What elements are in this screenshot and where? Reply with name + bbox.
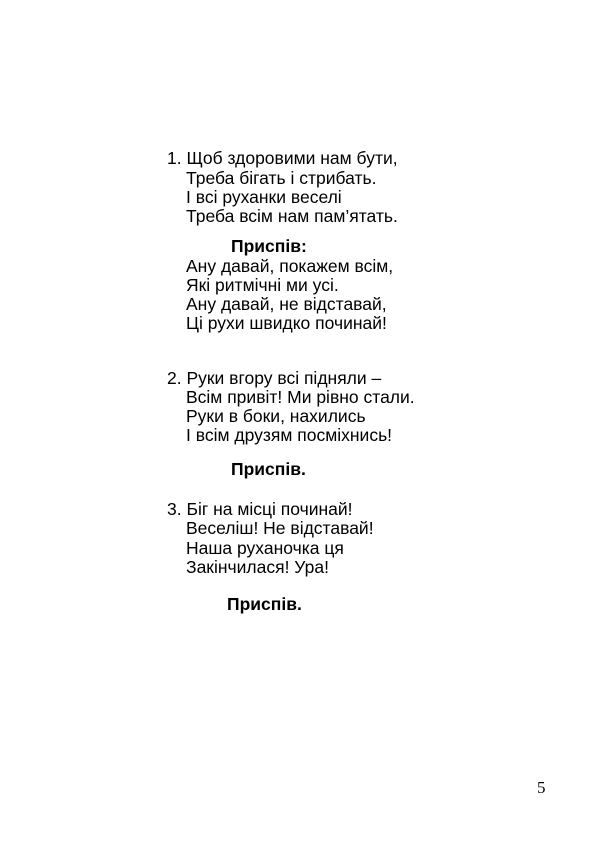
verse-3-chorus-ref: Приспів. (227, 594, 302, 614)
page-number: 5 (537, 778, 546, 797)
verse-3-line-3: Наша руханочка ця (186, 538, 344, 558)
chorus-line-3: Ану давай, не відставай, (186, 294, 387, 314)
verse-2-line-2: Всім привіт! Ми рівно стали. (186, 387, 415, 407)
verse-1-line-4: Треба всім нам пам’ятать. (186, 206, 398, 226)
chorus-line-1: Ану давай, покажем всім, (186, 256, 394, 276)
verse-3-line-2: Веселіш! Не відставай! (186, 518, 374, 538)
chorus-heading: Приспів: (231, 236, 307, 256)
verse-2-line-3: Руки в боки, нахились (186, 406, 366, 426)
verse-1-line-2: Треба бігать і стрибать. (186, 168, 377, 188)
verse-1-line-3: І всі руханки веселі (186, 187, 342, 207)
verse-3-line-1: 3. Біг на місці починай! (167, 499, 353, 519)
chorus-line-4: Ці рухи швидко починай! (186, 313, 387, 333)
verse-2-line-1: 2. Руки вгору всі підняли – (167, 368, 382, 388)
chorus-line-2: Які ритмічні ми усі. (186, 275, 339, 295)
verse-2-chorus-ref: Приспів. (231, 459, 306, 479)
verse-1-line-1: 1. Щоб здоровими нам бути, (167, 148, 398, 168)
verse-3-line-4: Закінчилася! Ура! (186, 557, 329, 577)
verse-2-line-4: І всім друзям посміхнись! (186, 425, 393, 445)
